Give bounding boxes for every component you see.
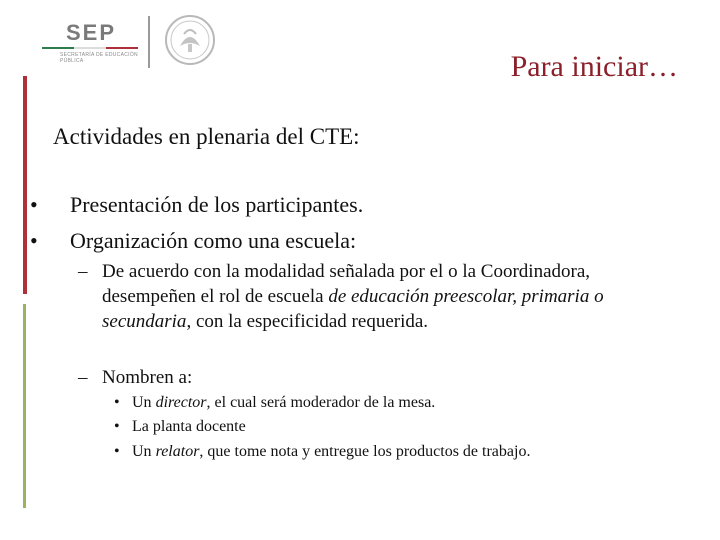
bullet-text: Presentación de los participantes. (70, 192, 364, 217)
sub-bullet-item (78, 365, 688, 390)
national-seal-icon (164, 14, 216, 66)
accent-bar-green (23, 304, 26, 508)
sub-bullet-item (78, 259, 688, 334)
slide-title: Para iniciar… (510, 50, 678, 83)
bullet-icon: • (114, 394, 120, 411)
bullet-icon: • (114, 418, 120, 435)
sub-bullet-text: De acuerdo con la modalidad señalada por el o la Coordinadora, desempeñen el rol de escuela de educación preescolar, primaria o secundaria, con la especificidad requerida. (102, 261, 604, 332)
sub-bullet-text: Nombren a: (102, 367, 193, 388)
sep-logo-text: SEP (66, 20, 117, 45)
logo-divider (148, 16, 150, 68)
dash-icon: – (78, 261, 88, 282)
list-item: • Un director, el cual será moderador de la mesa. (114, 392, 435, 414)
section-heading: Actividades en plenaria del CTE: (53, 124, 360, 149)
dash-icon: – (78, 367, 88, 388)
bullet-icon: • (114, 443, 120, 460)
flag-stripe (42, 47, 138, 49)
list-item: • La planta docente (114, 416, 246, 438)
bullet-icon: • (30, 192, 38, 217)
sep-logo-subtext: SECRETARÍA DE EDUCACIÓN PÚBLICA (60, 52, 138, 64)
accent-bar-red (23, 76, 27, 294)
list-item: • Un relator, que tome nota y entregue los productos de trabajo. (114, 441, 530, 463)
bullet-text: Organización como una escuela: (70, 228, 357, 253)
sep-logo (42, 14, 222, 70)
bullet-icon: • (30, 228, 38, 253)
